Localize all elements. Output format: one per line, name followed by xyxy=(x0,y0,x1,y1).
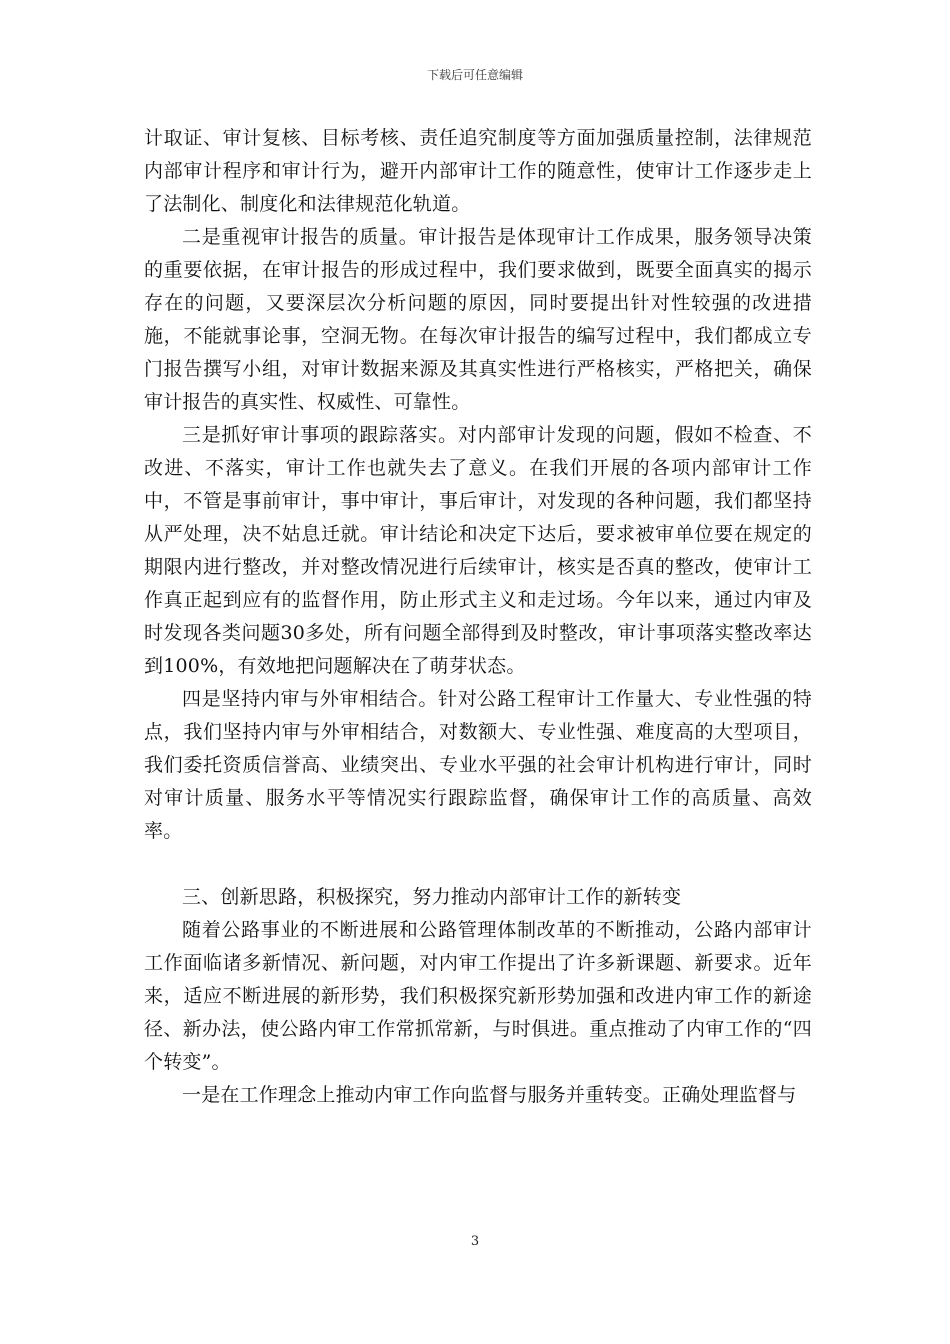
paragraph-quality-control: 计取证、审计复核、目标考核、责任追究制度等方面加强质量控制，法律规范内部审计程序和审计行为，避开内部审计工作的随意性，使审计工作逐步走上了法制化、制度化和法律规范化轨道。 xyxy=(144,127,812,215)
paragraph-internal-external-audit: 四是坚持内审与外审相结合。针对公路工程审计工作量大、专业性强的特点，我们坚持内审与外审相结合，对数额大、专业性强、难度高的大型项目，我们委托资质信誉高、业绩突出、专业水平强的社会审计机构进行审计，同时对审计质量、服务水平等情况实行跟踪监督，确保审计工作的高质量、高效率。 xyxy=(144,688,812,842)
section-heading: 三、创新思路，积极探究，努力推动内部审计工作的新转变 xyxy=(182,886,682,908)
page-number: 3 xyxy=(470,1234,480,1249)
paragraph-audit-report: 二是重视审计报告的质量。审计报告是体现审计工作成果，服务领导决策的重要依据，在审计报告的形成过程中，我们要求做到，既要全面真实的揭示存在的问题，又要深层次分析问题的原因，同时要提出针对性较强的改进措施，不能就事论事，空洞无物。在每次审计报告的编写过程中，我们都成立专门报告撰写小组，对审计数据来源及其真实性进行严格核实，严格把关，确保审计报告的真实性、权威性、可靠性。 xyxy=(144,226,812,413)
paragraph-work-concept: 一是在工作理念上推动内审工作向监督与服务并重转变。正确处理监督与 xyxy=(182,1084,797,1106)
page-header: 下载后可任意编辑 xyxy=(426,68,523,82)
paragraph-audit-follow-up: 三是抓好审计事项的跟踪落实。对内部审计发现的问题，假如不检查、不改进、不落实，审计工作也就失去了意义。在我们开展的各项内部审计工作中，不管是事前审计，事中审计，事后审计，对发现的各种问题，我们都坚持从严处理，决不姑息迁就。审计结论和决定下达后，要求被审单位要在规定的期限内进行整改，并对整改情况进行后续审计，核实是否真的整改，使审计工作真正起到应有的监督作用，防止形式主义和走过场。今年以来，通过内审及时发现各类问题30多处，所有问题全部得到及时整改，审计事项落实整改率达到100%，有效地把问题解决在了萌芽状态。 xyxy=(144,424,812,677)
document-body xyxy=(144,122,812,1112)
paragraph-new-situation: 随着公路事业的不断进展和公路管理体制改革的不断推动，公路内部审计工作面临诸多新情况、新问题，对内审工作提出了许多新课题、新要求。近年来，适应不断进展的新形势，我们积极探究新形势加强和改进内审工作的新途径、新办法，使公路内审工作常抓常新，与时俱进。重点推动了内审工作的“四个转变”。 xyxy=(144,919,812,1073)
